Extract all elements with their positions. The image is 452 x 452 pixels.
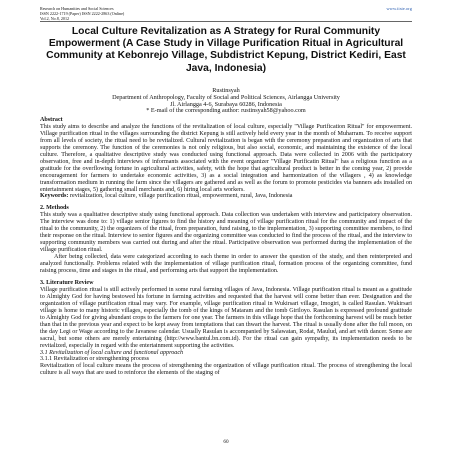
section-heading-methods: 2. Methods [40,205,69,212]
keywords-label: Keywords: [40,193,69,200]
paper-body [40,117,412,377]
subsection-text: Revitalization of local culture means the process of strengthening the organization of village purification ritual. The process of strengthening the local culture is all ways that are used to reinforce the elements of the staging of [40,363,412,377]
author-block [40,88,412,115]
abstract-heading: Abstract [40,117,63,123]
journal-issn: ISSN 2222-1719 (Paper) ISSN 2222-2863 (Online) [40,11,125,16]
methods-paragraph-2: After being collected, data were categorized according to each theme in order to answer the question of the study, and then reinterpreted and analyzed functionally. Problems related with the implementation of village purification ritual, formation process of the organizing committee, fund raising process, time and stages in the ritual, and performing arts that support the implementation. [40,254,412,275]
author-email: * E-mail of the corresponding author: rustinsyah58@yahoo.com [146,107,306,115]
methods-paragraph-1: This study was a qualitative descriptive study using functional approach. Data collection was undertaken with interview and participatory observation. The interview was done to: 1) village senior figures to find the history and meaning of village purification ritual for the community and impact of the ritual to the community, 2) the organizers of the ritual, from preparation, fund raising, to the implementation, 3) supporting committee members, to find their response on the ritual. Interview to senior figures and the organizing committee was conducted to find the process of the ritual, and the interview to supporting community members was carried out during and after the ritual. Participative observation was performed during the implementation of the village purification ritual. [40,212,413,254]
paper-title: Local Culture Revitalization as A Strategy for Rural Community Empowerment (A Case Study in Village Purification Ritual in Agricultural Community at Kebonrejo Village, Subdistrict Kepung, District Kediri, East Java, Indonesia) [46,26,406,74]
journal-site-link[interactable]: www.iiste.org [386,6,412,11]
journal-name: Research on Humanities and Social Sciences [40,6,114,11]
abstract-text: This study aims to describe and analyze the functions of the revitalization of local culture, especially "Village Purification Ritual" for empowerment. Village purification ritual in the villages surrounding the district Kepung is still actively held every year in the month of Muharram. To receive support from all levels of society, the ritual need to be revitalized. Cultural revitalization is began with the ceremony preparation and organization of arts that supports the ceremony. The function of the ceremonies is not only religious, but also social, economic, and maintaining the existence of the local culture. Therefore, a qualitative descriptive study was conducted using functional approach. Data were collected in 2006 with the participatory observation, free and in-depth interviews of informants associated with the event organizer "Village Purificatin Ritual" has a religious function as a gratitude for the overflowing fortune in agricultural activities, safety, with the hope that agricultural product is better in the coming year, 2) provide encouragement for farmers to undertake economic activities, 3) as a social integration and harmonization of the villagers , 4) as knowledge transformation medium in running the farm since the villagers are gathered and as well as the forum to promote pesticides via banners ads installed on entertainment stages, 5) gathering small merchants and, 6) hiring local arts workers. [40,123,412,193]
page-number: 60 [223,439,229,445]
journal-volume: Vol.2, No.8, 2012 [40,16,70,21]
header-divider [40,21,412,22]
subsubsection-heading: 3.1.1 Revitalization or strengthening process [40,356,149,363]
keywords-line [40,193,412,200]
section-heading-literature: 3. Literature Review [40,279,94,286]
author-affiliation: Department of Anthropology, Faculty of Social and Political Sciences, Airlangga University [112,93,340,101]
author-address: Jl. Airlangga 4-6, Surabaya 60286, Indonesia [170,100,282,108]
literature-paragraph-1: Village purification ritual is still actively performed in some rural farming villages of Java, Indonesia. Village purification ritual is meant as a gratitude to Almighty God for having bestowed his fortune in farming activities and requested that the harvest will come better than ever. Designation and the organization of village purification ritual may vary. For example, village purification ritual in Wukirsari village, Imogiri, is called Rasulan. Wukirsari village is home to many historic villages, especially the tomb of the kings of Mataram and the tomb Giriloyo. Rasulan is expressed profound gratitude to Almighty God for giving abundant crops to the farmers for one year. The farmers in this village hope that the forthcoming harvest will be much better than that in the previous year and expect to be kept away from temptations that can thwart the harvest. The ritual is usually done after the full moon, on the day Legi or Wage according to the Javanese calendar. Usually Rasulan is accompanied by Salawatan, Rodat, Maulud, and art with dancer. Some are sacral, but some others are merely entertaining (http://www.bantul.bn.com.id). For the ritual can gain sympathy, its implementation needs to be revitalized, especially in regard with the entertainment supporting the activities. [40,286,412,349]
keywords-text: revitalization, local culture, village purification ritual, empowerment, rural, Java, Indonesia [69,193,293,200]
subsection-heading: 3.1 Revitalization of local culture and functional approach [40,349,184,356]
author-name: Rustinsyah [212,87,240,94]
